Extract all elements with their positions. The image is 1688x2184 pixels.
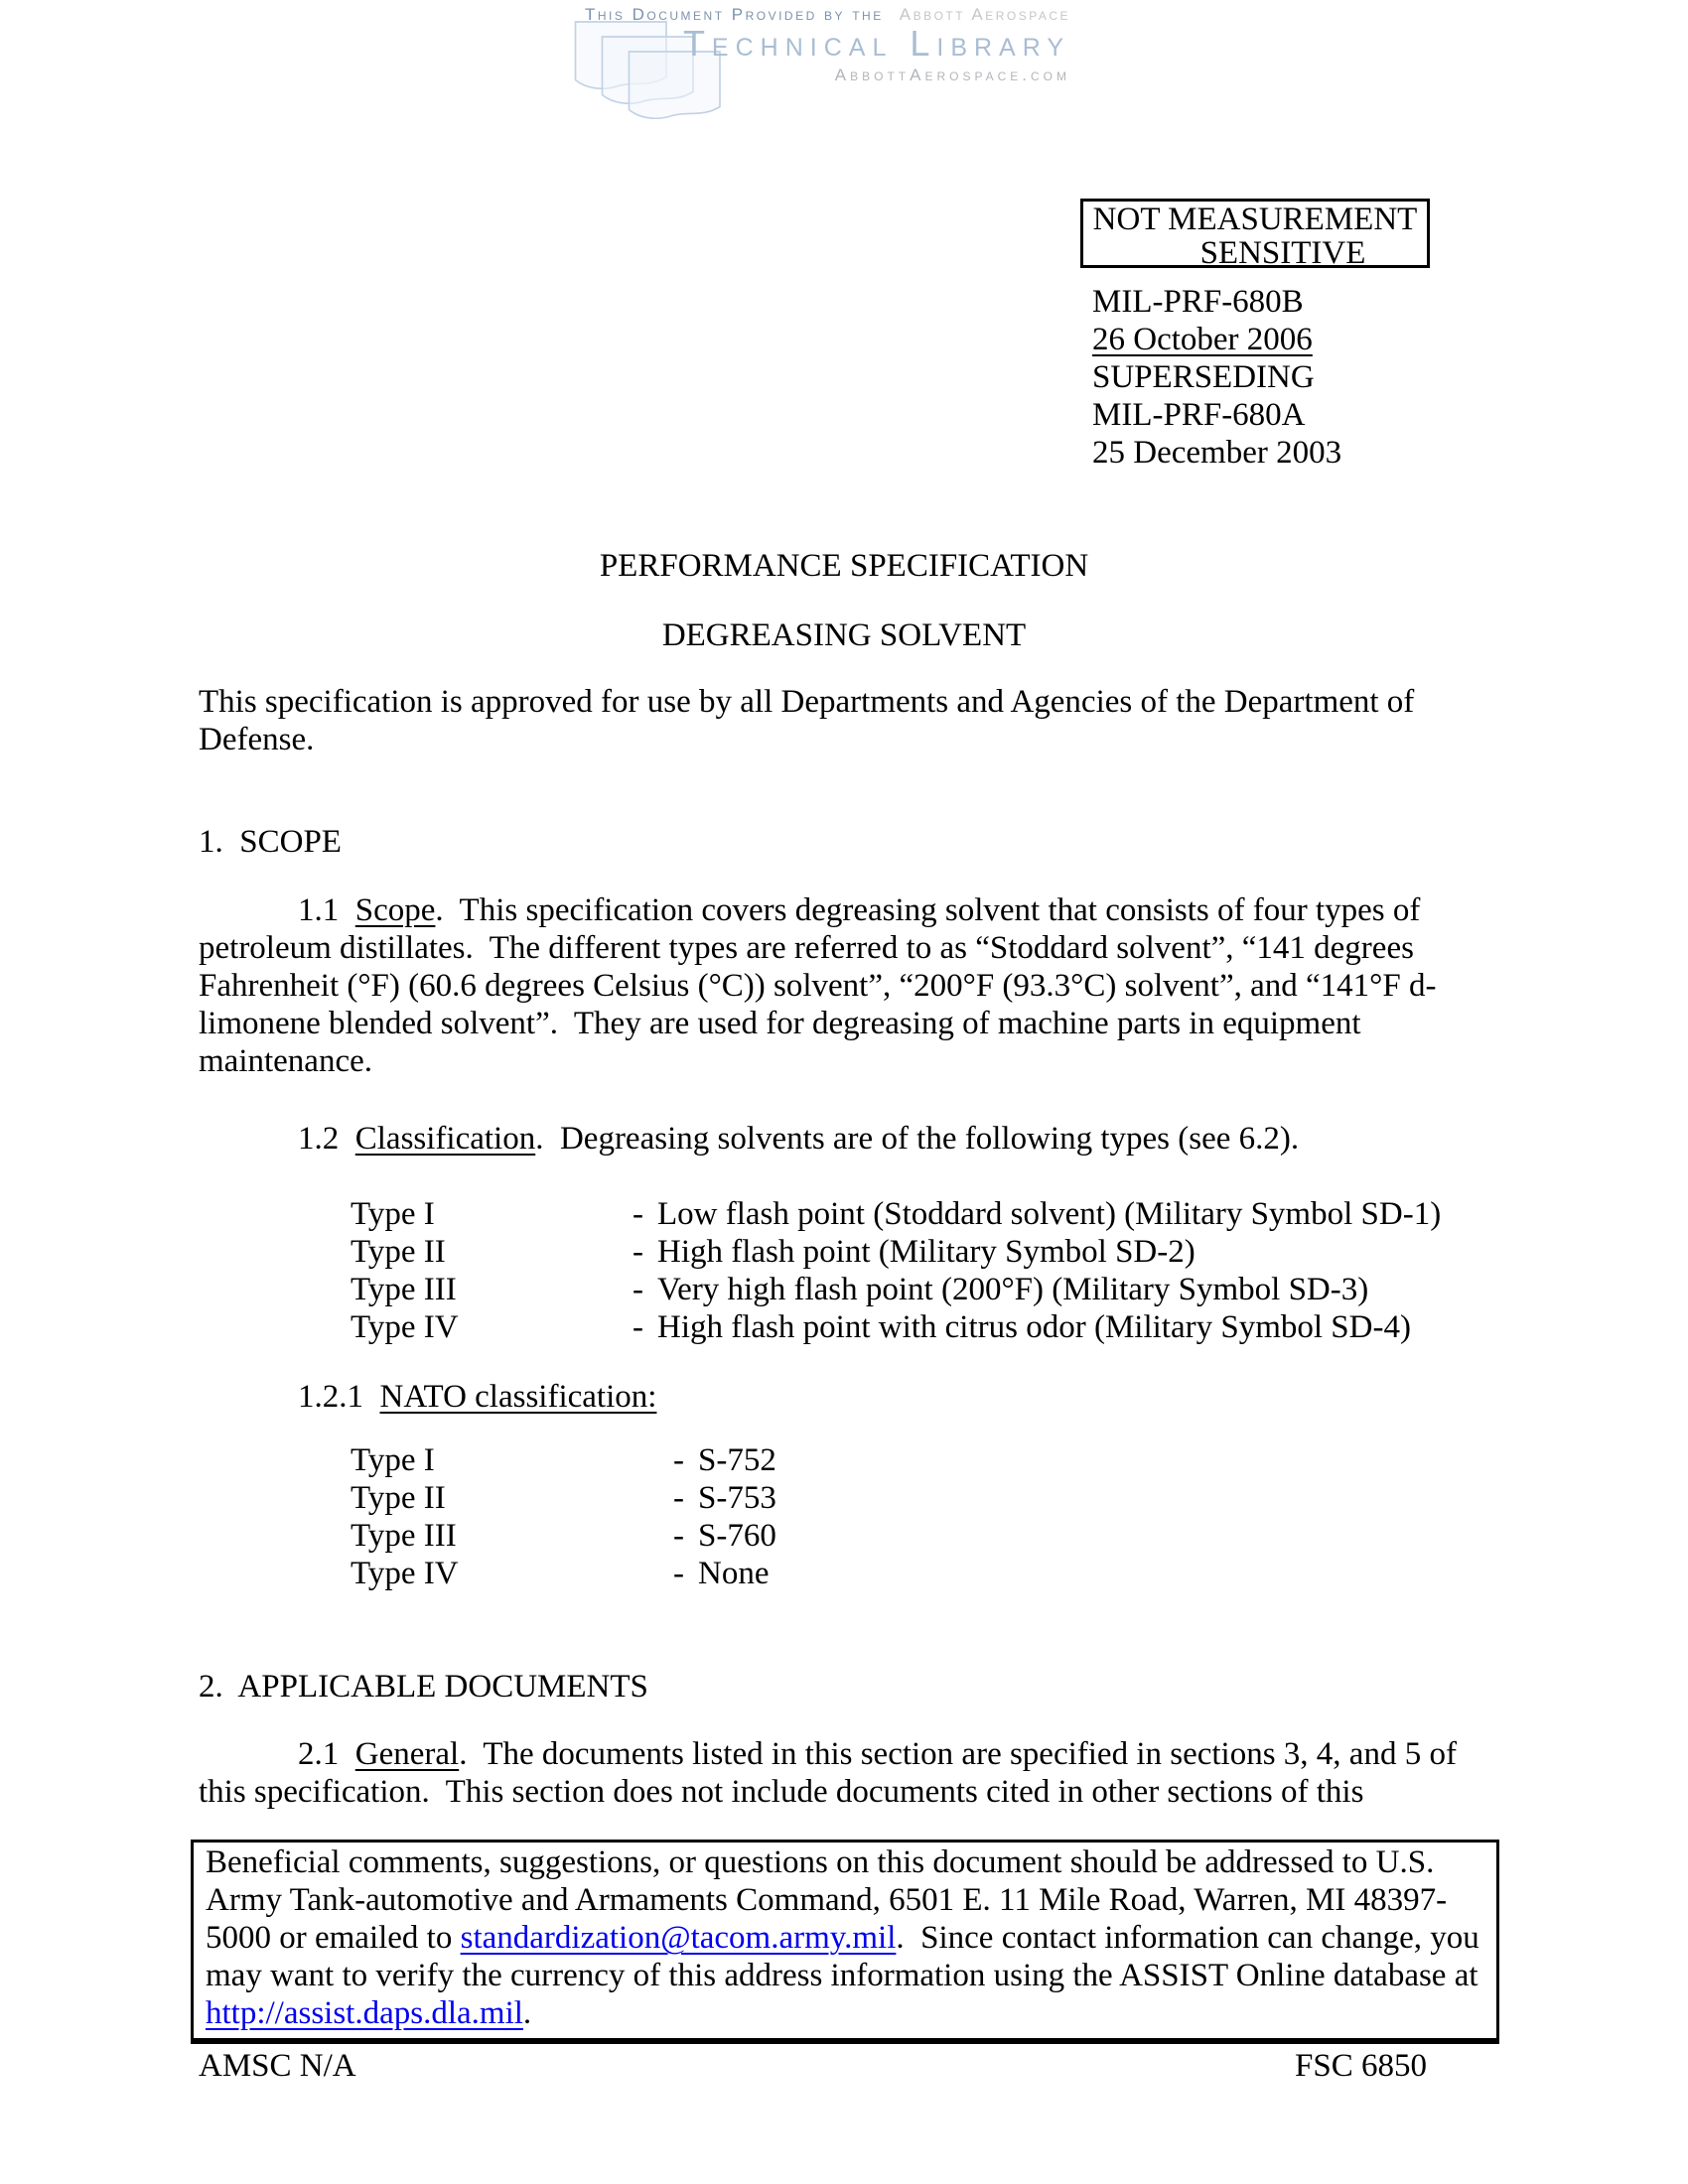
superseding-label: SUPERSEDING (1092, 359, 1315, 395)
logo-provided-text: This Document Provided by the (584, 5, 884, 24)
comments-part-1: Beneficial comments, suggestions, or questions on this document should be addressed to U.S. Army Tank-automotive and Armaments Command, 6501 E. 11 Mile Road, Warren, MI 48397-5000 or emailed to (206, 1844, 1448, 1956)
sensitivity-line-2: SENSITIVE (1199, 235, 1366, 271)
paragraph-1-1 (199, 891, 1494, 1080)
logo-brand-text: Abbott Aerospace (899, 5, 1070, 24)
list-item (351, 1441, 776, 1479)
list-item (351, 1195, 1441, 1233)
dash: - (633, 1272, 643, 1307)
document-id-block (1092, 283, 1341, 472)
type-label: Type I (351, 1196, 435, 1232)
not-measurement-sensitive-box (1080, 199, 1430, 271)
sensitivity-line-1: NOT MEASUREMENT (1092, 202, 1418, 237)
dash: - (673, 1556, 684, 1591)
type-description: - High flash point with citrus odor (Military Symbol SD-4) (633, 1309, 1411, 1345)
approval-paragraph: This specification is approved for use by all Departments and Agencies of the Department of Defense. (199, 684, 1423, 757)
dash: - (673, 1480, 684, 1516)
type-description: - S-760 (673, 1518, 776, 1554)
assist-database-link[interactable]: http://assist.daps.dla.mil (206, 1995, 523, 2031)
comments-part-2: . Since contact information can change, you may want to verify the currency of this address information using the ASSIST Online database at (206, 1920, 1488, 1993)
paragraph-1-2 (199, 1120, 1494, 1158)
paragraph-term: General (354, 1736, 460, 1772)
dash: - (673, 1518, 684, 1554)
doc-date: 26 October 2006 (1092, 322, 1313, 357)
logo-website-text: AbbottAerospace.com (834, 66, 1070, 84)
section-1-heading: 1. SCOPE (199, 824, 342, 860)
paragraph-text: . This specification covers degreasing solvent that consists of four types of petroleum distillates. The different types are referred to as “Stoddard solvent”, “141 degrees Fahrenheit (°F) (60.6 degrees Celsius (°C)) solvent”, “200°F (93.3°C) solvent”, and “141°F d-limonene blended solvent”. They are used for degreasing of machine parts in equipment maintenance. (199, 892, 1437, 1079)
section-2-heading: 2. APPLICABLE DOCUMENTS (199, 1669, 648, 1705)
doc-number: MIL-PRF-680B (1092, 284, 1304, 320)
paragraph-number: 2.1 (298, 1736, 355, 1772)
type-description: - Very high flash point (200°F) (Military Symbol SD-3) (633, 1272, 1369, 1307)
paragraph-term: Classification (354, 1121, 536, 1157)
paragraph-text: . Degreasing solvents are of the following types (see 6.2). (535, 1121, 1300, 1157)
comments-text (206, 1843, 1486, 2032)
type-description: - High flash point (Military Symbol SD-2) (633, 1234, 1196, 1270)
type-label: Type II (351, 1480, 446, 1516)
paragraph-term: Scope (354, 892, 436, 928)
type-description: - S-752 (673, 1442, 776, 1478)
dash: - (673, 1442, 684, 1478)
paragraph-number: 1.2.1 (298, 1379, 380, 1415)
type-description: - Low flash point (Stoddard solvent) (Military Symbol SD-1) (633, 1196, 1442, 1232)
list-item (351, 1308, 1441, 1346)
list-item (351, 1271, 1441, 1308)
list-item (351, 1479, 776, 1517)
doc-subject-title: DEGREASING SOLVENT (661, 617, 1027, 653)
comments-part-3: . (522, 1995, 532, 2031)
type-label: Type IV (351, 1556, 459, 1591)
paragraph-2-1 (199, 1735, 1494, 1811)
type-description: - None (673, 1556, 770, 1591)
comments-box (191, 1840, 1499, 2044)
type-label: Type III (351, 1518, 457, 1554)
type-label: Type II (351, 1234, 446, 1270)
dash: - (633, 1309, 643, 1345)
type-label: Type III (351, 1272, 457, 1307)
library-logo (554, 6, 1070, 121)
fsc-code: FSC 6850 (1295, 2048, 1427, 2084)
logo-provided-line (554, 6, 1070, 24)
doc-type-title: PERFORMANCE SPECIFICATION (599, 548, 1089, 584)
type-description: - S-753 (673, 1480, 776, 1516)
list-item (351, 1233, 1441, 1271)
paragraph-text: . The documents listed in this section are specified in sections 3, 4, and 5 of this specification. This section does not include documents cited in other sections of this (199, 1736, 1466, 1810)
superseded-number: MIL-PRF-680A (1092, 397, 1306, 433)
paragraph-1-2-1 (199, 1378, 1494, 1416)
paragraph-number: 1.2 (298, 1121, 355, 1157)
classification-type-list (351, 1195, 1441, 1346)
paragraph-term: NATO classification: (379, 1379, 657, 1415)
list-item (351, 1517, 776, 1555)
amsc-code: AMSC N/A (199, 2048, 356, 2084)
dash: - (633, 1196, 643, 1232)
email-link[interactable]: standardization@tacom.army.mil (460, 1920, 897, 1956)
paragraph-number: 1.1 (298, 892, 355, 928)
superseded-date: 25 December 2003 (1092, 435, 1342, 471)
dash: - (633, 1234, 643, 1270)
type-label: Type IV (351, 1309, 459, 1345)
type-label: Type I (351, 1442, 435, 1478)
logo-title-text: Technical Library (682, 23, 1070, 64)
list-item (351, 1555, 776, 1592)
nato-type-list (351, 1441, 776, 1592)
